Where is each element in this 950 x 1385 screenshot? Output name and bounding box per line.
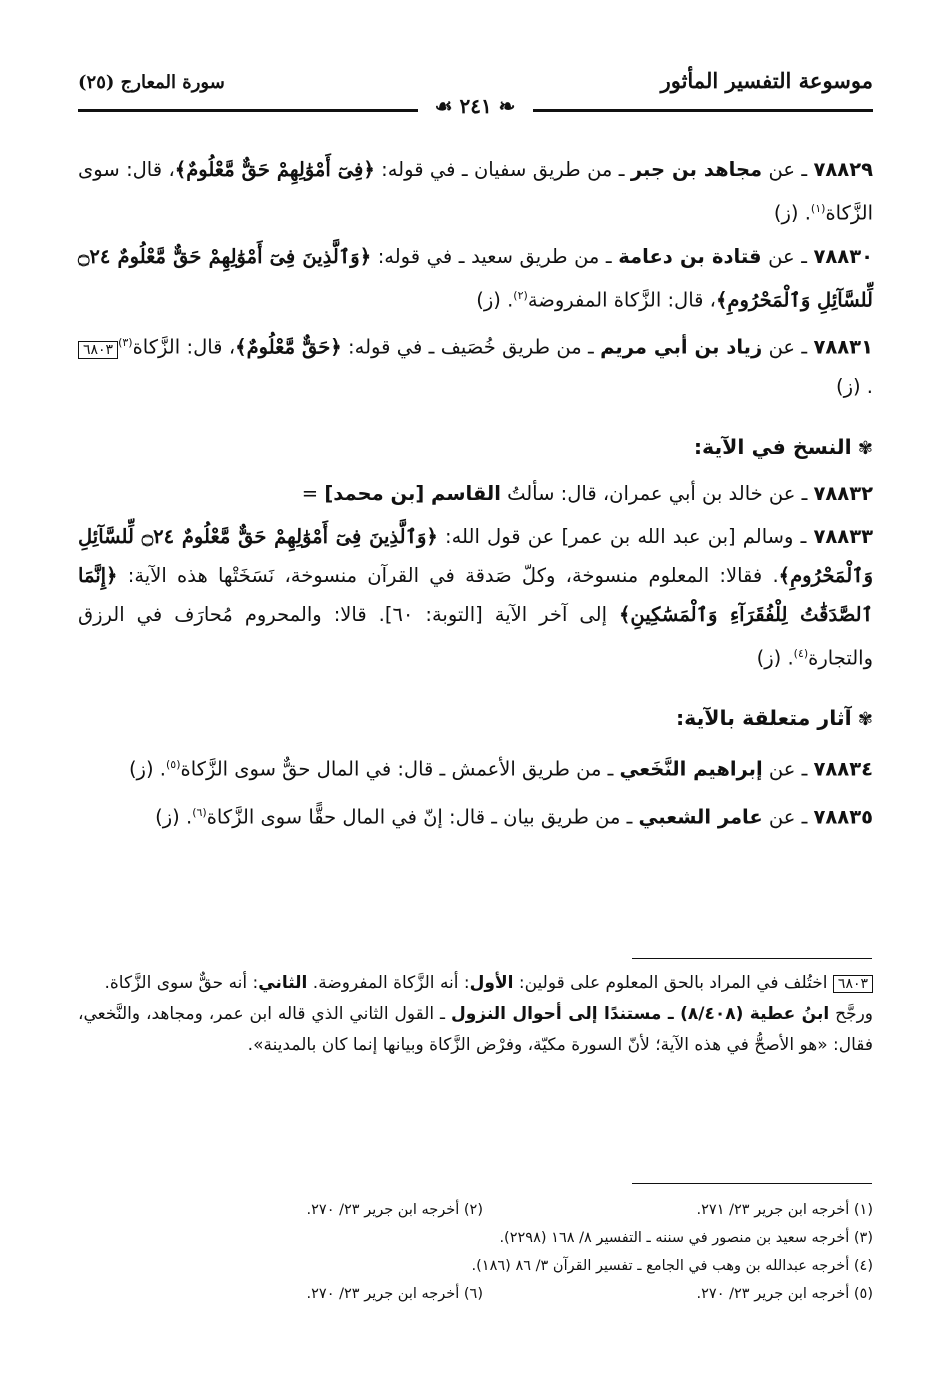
narrator: عامر الشعبي (638, 805, 763, 828)
ornament-left-icon: ☙ (434, 94, 460, 118)
entry-78830 (78, 237, 873, 320)
entry-78834 (78, 745, 873, 789)
entry-text: ـ وسالم [بن عبد الله بن عمر] عن قول الله: (437, 524, 814, 548)
commentary-paragraph-2 (78, 999, 873, 1061)
section-title: النسخ في الآية: (693, 434, 852, 459)
entry-text: ـ عن (762, 805, 814, 828)
commentary-bold: مستندًا إلى أحوال النزول (450, 1004, 662, 1024)
quran-verse: ﴿حَقٌّ مَّعْلُومٌ﴾ (235, 335, 342, 359)
entry-text: . فقالا: المعلوم منسوخة، وكلّ صَدقة في القرآن منسوخة، نَسَخَتْها هذه الآية: (117, 563, 779, 587)
entry-number: ٧٨٨٣٢ (813, 481, 873, 505)
footnote-ref: (٤) (793, 646, 809, 660)
narrator: زياد بن أبي مريم (600, 335, 763, 359)
entry-text: إلى آخر الآية [التوبة: ٦٠]. قالا: والمحروم مُحارَف في الرزق والتجارة (78, 602, 873, 669)
entry-text: . (ز) (476, 288, 514, 311)
book-title: موسوعة التفسير المأثور (660, 68, 873, 93)
quran-verse: ﴿وَٱلَّذِينَ فِىٓ أَمْوَٰلِهِمْ حَقٌّ مَّعْلُومٌ ۝٢٤ لِّلسَّآئِلِ وَٱلْمَحْرُومِ﴾ (78, 524, 873, 587)
entry-text: ـ من طريق خُصَيف ـ في قوله: (341, 335, 601, 359)
entry-78835 (78, 793, 873, 837)
page-number (425, 94, 525, 118)
footnote: (٥) أخرجه ابن جرير ٢٣/ ٢٧٠. (696, 1286, 873, 1302)
entry-text: ـ من طريق سفيان ـ في قوله: (374, 158, 631, 181)
footnote: (٦) أخرجه ابن جرير ٢٣/ ٢٧٠. (306, 1286, 483, 1302)
commentary-text: : أنه حقٌّ سوى الزَّكاة. (104, 973, 259, 993)
entry-text: ـ عن (761, 244, 814, 268)
footnote: (١) أخرجه ابن جرير ٢٣/ ٢٧١. (696, 1202, 873, 1218)
entry-text: ـ من طريق الأعمش ـ قال: في المال حقٌّ سوى الزَّكاة (180, 757, 620, 781)
footnote-separator (632, 1183, 872, 1184)
commentary-bold: ابنُ عطية (749, 1004, 830, 1024)
commentary-paragraph-1 (78, 968, 873, 999)
narrator: قتادة بن دعامة (618, 244, 762, 268)
entry-number: ٧٨٨٢٩ (813, 158, 873, 181)
footnote-ref: (١) (810, 202, 826, 215)
narrator: مجاهد بن جبر (630, 158, 763, 181)
footnote-ref: (٢) (513, 288, 528, 302)
flower-ornament-icon: ✾ (851, 437, 873, 459)
header-rule-right (533, 109, 873, 112)
entry-78829 (78, 150, 873, 233)
section-title: آثار متعلقة بالآية: (675, 706, 852, 730)
surah-title: سورة المعارج (٢٥) (78, 72, 225, 93)
quran-verse: ﴿إِنَّمَا ٱلصَّدَقَٰتُ لِلْفُقَرَآءِ وَٱلْمَسَٰكِينِ﴾ (78, 563, 873, 626)
entry-text: . (ز) (773, 201, 811, 225)
entry-text: ـ عن (762, 158, 814, 181)
quran-verse: ﴿وَٱلَّذِينَ فِىٓ أَمْوَٰلِهِمْ حَقٌّ مَّعْلُومٌ ۝٢٤ لِّلسَّآئِلِ وَٱلْمَحْرُومِ﴾ (78, 244, 873, 311)
ornament-right-icon: ❧ (491, 94, 516, 118)
quran-verse: ﴿فِىٓ أَمْوَٰلِهِمْ حَقٌّ مَّعْلُومٌ﴾ (174, 158, 375, 181)
narrator: إبراهيم النَّخَعي (619, 757, 763, 781)
footnote-ref: (٦) (192, 805, 207, 819)
footnotes (78, 1196, 873, 1308)
entry-text: . (ز) (835, 374, 873, 398)
commentary-text: ـ القول الثاني الذي قاله ابن عمر، ومجاهد، والنَّخعي، فقال: «هو الأصحُّ في هذه الآية؛ لأنّ السورة مكيّة، وفرْض الزَّكاة وبيانها إنما كان بالمدينة». (78, 1004, 873, 1055)
commentary (78, 968, 873, 1061)
entry-text: ، قال: الزَّكاة المفروضة (527, 288, 716, 311)
entry-number: ٧٨٨٣٥ (813, 805, 873, 828)
entry-text: . (ز) (155, 805, 193, 828)
entry-text: ، قال: الزَّكاة (132, 335, 236, 359)
commentary-bold: الثاني (258, 973, 308, 993)
entry-text: . (ز) (128, 757, 166, 781)
header-rule-left (78, 109, 418, 112)
entry-text: = (301, 481, 325, 505)
entry-text: ـ عن (762, 757, 814, 781)
entry-text: ـ من طريق بيان ـ قال: إنّ في المال حقًّا سوى الزَّكاة (206, 805, 639, 828)
footnote-ref: (٥) (165, 758, 181, 771)
commentary-separator (632, 958, 872, 959)
entry-78831 (78, 323, 873, 406)
entry-text: ـ من طريق سعيد ـ في قوله: (371, 244, 619, 268)
footnote: (٤) أخرجه عبدالله بن وهب في الجامع ـ تفسير القرآن ٣/ ٨٦ (١٨٦). (471, 1258, 873, 1274)
page-number-text: ٢٤١ (459, 94, 492, 118)
flower-ornament-icon: ✾ (851, 709, 873, 730)
main-text (78, 150, 873, 840)
entry-text: . (ز) (756, 646, 794, 669)
footnote: (٣) أخرجه سعيد بن منصور في سننه ـ التفسير ٨/ ١٦٨ (٢٢٩٨). (499, 1230, 873, 1246)
entry-number: ٧٨٨٣٠ (813, 244, 873, 268)
entry-text: ، قال: سوى الزَّكاة (78, 158, 873, 225)
footnote-row (78, 1196, 873, 1224)
section-heading-abrogation (78, 428, 873, 468)
footnote: (٢) أخرجه ابن جرير ٢٣/ ٢٧٠. (306, 1202, 483, 1218)
commentary-bold: الأول (469, 973, 514, 993)
entry-text: ـ عن (762, 335, 814, 359)
commentary-text: : أنه الزَّكاة المفروضة. (307, 973, 470, 993)
footnote-row (78, 1280, 873, 1308)
entry-78832 (78, 474, 873, 513)
footnote-ref: (٣) (118, 336, 133, 349)
entry-number: ٧٨٨٣٤ (813, 757, 873, 781)
narrator: القاسم [بن محمد] (324, 481, 501, 505)
entry-number: ٧٨٨٣١ (813, 335, 873, 359)
commentary-bold: (٨/٤٠٨) ـ (661, 1004, 750, 1024)
commentary-text: ورجَّح (829, 1004, 873, 1024)
entry-text: ـ عن خالد بن أبي عمران، قال: سألتُ (500, 481, 814, 505)
commentary-text: اختُلف في المراد بالحق المعلوم على قولين: (513, 973, 833, 993)
entry-number: ٧٨٨٣٣ (813, 524, 873, 548)
section-heading-related (78, 699, 873, 739)
commentary-ref-box[interactable]: ٦٨٠٣ (78, 341, 118, 359)
entry-78833 (78, 517, 873, 678)
commentary-number-box: ٦٨٠٣ (833, 975, 873, 993)
